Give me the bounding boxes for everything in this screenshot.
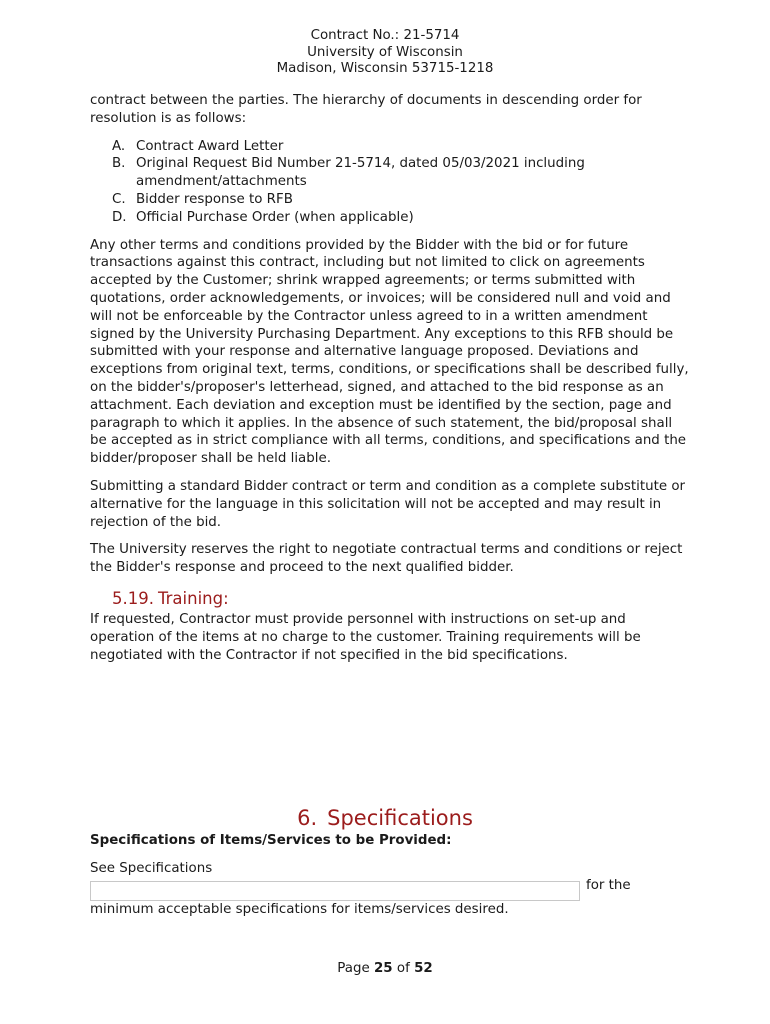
hierarchy-text: Contract Award Letter bbox=[136, 138, 284, 154]
training-heading bbox=[112, 589, 690, 609]
specifications-section-title: Specifications bbox=[327, 806, 473, 831]
hierarchy-letter: D. bbox=[112, 209, 127, 225]
hierarchy-item bbox=[90, 209, 690, 227]
hierarchy-text: Bidder response to RFB bbox=[136, 191, 293, 207]
page-footer bbox=[0, 961, 770, 976]
document-body bbox=[90, 92, 690, 919]
total-pages-number: 52 bbox=[414, 961, 433, 976]
hierarchy-letter: A. bbox=[112, 138, 126, 154]
hierarchy-letter: C. bbox=[112, 191, 126, 207]
contract-number: Contract No.: 21-5714 bbox=[310, 28, 460, 43]
substitute-paragraph: Submitting a standard Bidder contract or term and condition as a complete substitute or alternative for the language in this solicitation will not be accepted and may result in rejection of the bid. bbox=[90, 478, 686, 530]
intro-paragraph: contract between the parties. The hierarchy of documents in descending order for resolution is as follows: bbox=[90, 93, 642, 126]
training-paragraph: If requested, Contractor must provide personnel with instructions on set-up and operation of the items at no charge to the customer. Training requirements will be negotiated with the Contractor if not specified in the bid specifications. bbox=[90, 611, 641, 663]
reserves-paragraph: The University reserves the right to negotiate contractual terms and conditions or reject the Bidder's response and proceed to the next qualified bidder. bbox=[90, 542, 683, 576]
specifications-section-number: 6. bbox=[297, 806, 318, 831]
blank-spacer bbox=[90, 674, 690, 806]
hierarchy-item bbox=[90, 155, 690, 191]
hierarchy-text: Official Purchase Order (when applicable) bbox=[136, 209, 414, 225]
specifications-heading bbox=[90, 806, 680, 830]
university-name: University of Wisconsin bbox=[307, 44, 463, 60]
hierarchy-letter: B. bbox=[112, 156, 126, 172]
of-word: of bbox=[396, 961, 410, 976]
see-specifications-text: See Specifications bbox=[90, 861, 213, 877]
page-word: Page bbox=[337, 961, 370, 976]
training-section-title: Training: bbox=[157, 588, 229, 608]
specifications-field-row bbox=[90, 878, 690, 901]
specifications-input[interactable] bbox=[90, 881, 580, 901]
minimum-specs-text: minimum acceptable specifications for items/services desired. bbox=[90, 901, 509, 917]
training-section-number: 5.19. bbox=[112, 588, 154, 608]
document-header bbox=[0, 28, 770, 78]
terms-paragraph: Any other terms and conditions provided by the Bidder with the bid or for future transactions against this contract, including but not limited to click on agreements accepted by the Customer; shrink wrapped agreements; or terms submitted with quotations, order acknowledgements, or invoices; will be considered null and void and will not be enforceable by the Contractor unless agreed to in a written amendment signed by the University Purchasing Department. Any exceptions to this RFB should be submitted with your response and alternative language proposed. Deviations and exceptions from original text, terms, conditions, or specifications shall be described fully, on the bidder's/proposer's letterhead, signed, and attached to the bid response as an attachment. Each deviation and exception must be identified by the section, page and paragraph to which it applies. In the absence of such statement, the bid/proposal shall be accepted as in strict compliance with all terms, conditions, and specifications and the bidder/proposer shall be held liable. bbox=[90, 237, 689, 467]
university-address: Madison, Wisconsin 53715-1218 bbox=[276, 61, 494, 76]
document-hierarchy-list bbox=[90, 138, 690, 227]
field-suffix-text: for the bbox=[586, 878, 631, 893]
hierarchy-item bbox=[90, 138, 690, 156]
specifications-subtitle: Specifications of Items/Services to be Provided: bbox=[90, 833, 452, 849]
hierarchy-item bbox=[90, 191, 690, 209]
hierarchy-text: Original Request Bid Number 21-5714, dated 05/03/2021 including amendment/attachments bbox=[136, 156, 585, 190]
current-page-number: 25 bbox=[373, 961, 393, 976]
